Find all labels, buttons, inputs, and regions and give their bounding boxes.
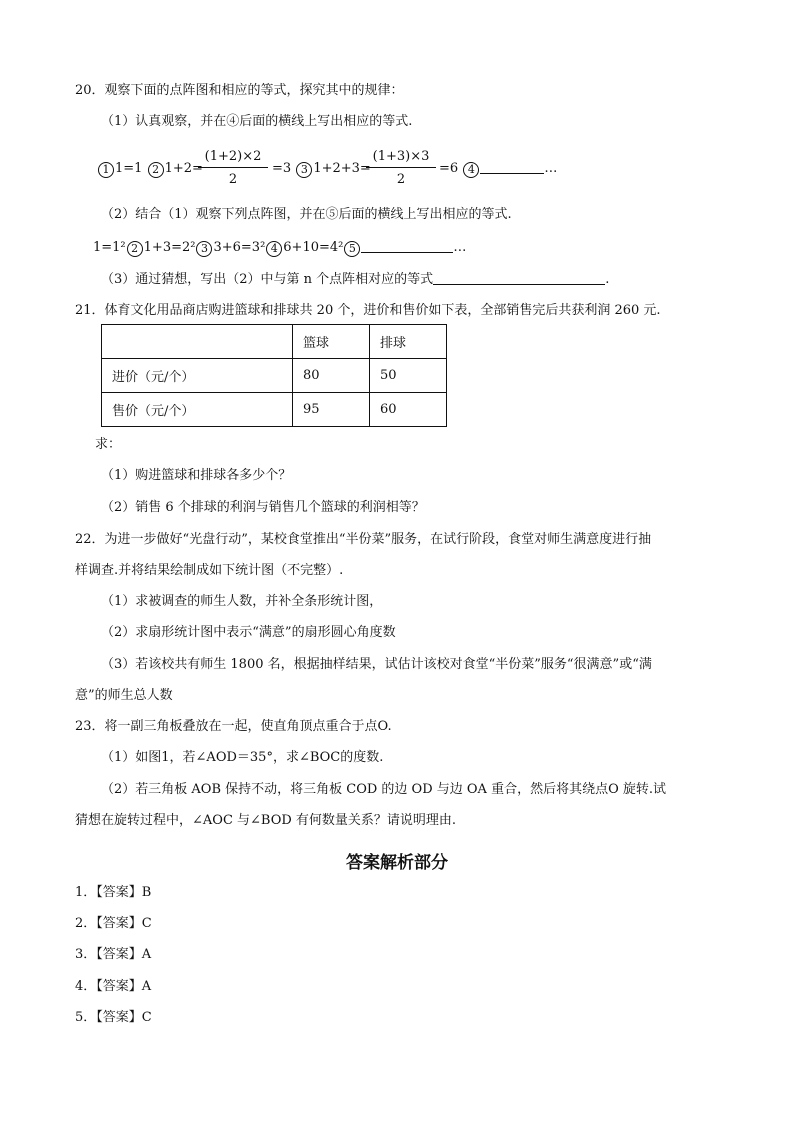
table-header-row xyxy=(102,325,447,359)
answer-number: 5． xyxy=(75,1010,97,1025)
table-cell: 售价（元/个） xyxy=(102,393,293,427)
answer-value: B xyxy=(141,885,152,900)
answer-item xyxy=(75,946,151,964)
circled-2: 2 xyxy=(148,162,164,178)
row2-d: 6+10=4² xyxy=(283,240,344,255)
answer-item xyxy=(75,915,152,933)
q22-stem-line2: 样调查.并将结果绘制成如下统计图（不完整）. xyxy=(75,563,344,578)
ellipsis-2: … xyxy=(453,240,467,255)
q20-part3-text: （3）通过猜想，写出（2）中与第 n 个点阵相对应的等式 xyxy=(101,272,434,287)
fraction-1-numerator: (1+2)×2 xyxy=(204,149,262,164)
answer-value: A xyxy=(141,947,152,962)
q20-part3 xyxy=(101,271,609,289)
answer-tag: 【答案】 xyxy=(96,979,142,994)
circled-1: 1 xyxy=(98,162,114,178)
eq-c: 1+2+3= xyxy=(313,161,371,176)
answer-blank-5[interactable] xyxy=(361,240,453,253)
answer-tag: 【答案】 xyxy=(96,947,142,962)
row2-c: 3+6=3² xyxy=(213,240,266,255)
fraction-2-denominator: 2 xyxy=(396,172,406,187)
q21-ask: 求： xyxy=(95,437,122,452)
table-cell: 进价（元/个） xyxy=(102,359,293,393)
answer-section-heading: 答案解析部分 xyxy=(346,853,448,873)
answer-number: 2． xyxy=(75,916,97,931)
eq-b-result: =3 xyxy=(272,161,292,176)
ellipsis: … xyxy=(544,161,558,176)
circled-5: 5 xyxy=(344,241,360,257)
answer-tag: 【答案】 xyxy=(96,1010,142,1025)
q23-part2-line1: （2）若三角板 AOB 保持不动，将三角板 COD 的边 OD 与边 OA 重合，然后将其绕点O 旋转.试 xyxy=(101,782,667,797)
answer-item xyxy=(75,1009,152,1027)
eq-c-result: =6 xyxy=(439,161,459,176)
answer-number: 3． xyxy=(75,947,97,962)
q23-part1: （1）如图1，若∠AOD＝35°，求∠BOC的度数. xyxy=(101,750,384,765)
q20-part2: （2）结合（1）观察下列点阵图，并在⑤后面的横线上写出相应的等式. xyxy=(101,207,512,222)
circled-3: 3 xyxy=(296,162,312,178)
answer-item xyxy=(75,884,151,902)
table-row xyxy=(102,393,447,427)
answer-tag: 【答案】 xyxy=(96,916,142,931)
q23-part2-line2: 猜想在旋转过程中，∠AOC 与∠BOD 有何数量关系？请说明理由. xyxy=(75,813,457,828)
circled-4b: 4 xyxy=(266,241,282,257)
table-cell: 95 xyxy=(293,393,370,427)
circled-4: 4 xyxy=(463,162,479,178)
q20-stem: 20．观察下面的点阵图和相应的等式，探究其中的规律： xyxy=(75,83,404,98)
answer-number: 4． xyxy=(75,979,97,994)
fraction-2 xyxy=(366,149,436,187)
fraction-2-numerator: (1+3)×3 xyxy=(372,149,430,164)
table-cell: 60 xyxy=(370,393,447,427)
row2-a: 1=1² xyxy=(93,240,126,255)
circled-2b: 2 xyxy=(127,241,143,257)
circled-3b: 3 xyxy=(196,241,212,257)
fraction-1-denominator: 2 xyxy=(228,172,238,187)
q22-part1: （1）求被调查的师生人数，并补全条形统计图， xyxy=(101,594,383,609)
q22-stem-line1: 22．为进一步做好“光盘行动”，某校食堂推出“半份菜”服务，在试行阶段，食堂对师生满意度进行抽 xyxy=(75,532,652,547)
q22-part3-line2: 意”的师生总人数 xyxy=(75,688,173,703)
answer-tag: 【答案】 xyxy=(96,885,142,900)
fraction-1 xyxy=(198,149,268,187)
row2-b: 1+3=2² xyxy=(143,240,196,255)
q20-eq-row2 xyxy=(93,239,466,257)
q20-part3-end: . xyxy=(605,272,610,287)
table-header-cell: 篮球 xyxy=(293,325,370,359)
answer-blank-n[interactable] xyxy=(433,272,605,285)
table-header-cell xyxy=(102,325,293,359)
q20-eq-row1c xyxy=(439,160,557,178)
q20-eq-row1 xyxy=(97,160,203,178)
q23-stem: 23．将一副三角板叠放在一起，使直角顶点重合于点O. xyxy=(75,719,392,734)
eq-b: 1+2= xyxy=(164,161,203,176)
answer-value: A xyxy=(141,979,152,994)
q22-part3-line1: （3）若该校共有师生 1800 名，根据抽样结果，试估计该校对食堂“半份菜”服务“很满意”或“满 xyxy=(101,657,652,672)
q20-eq-row1b xyxy=(272,160,371,178)
q21-stem: 21．体育文化用品商店购进篮球和排球共 20 个，进价和售价如下表，全部销售完后共获利润 260 元. xyxy=(75,303,661,318)
table-cell: 80 xyxy=(293,359,370,393)
table-header-cell: 排球 xyxy=(370,325,447,359)
answer-value: C xyxy=(141,916,152,931)
price-table xyxy=(101,324,447,427)
q20-part1: （1）认真观察，并在④后面的横线上写出相应的等式. xyxy=(101,114,413,129)
q21-part1: （1）购进篮球和排球各多少个？ xyxy=(101,468,292,483)
q22-part2: （2）求扇形统计图中表示“满意”的扇形圆心角度数 xyxy=(101,625,396,640)
q21-part2: （2）销售 6 个排球的利润与销售几个篮球的利润相等？ xyxy=(101,500,425,515)
table-cell: 50 xyxy=(370,359,447,393)
eq-a: 1=1 xyxy=(115,161,143,176)
answer-value: C xyxy=(141,1010,152,1025)
table-row xyxy=(102,359,447,393)
answer-number: 1． xyxy=(75,885,97,900)
answer-blank-4[interactable] xyxy=(480,161,544,174)
answer-item xyxy=(75,978,151,996)
